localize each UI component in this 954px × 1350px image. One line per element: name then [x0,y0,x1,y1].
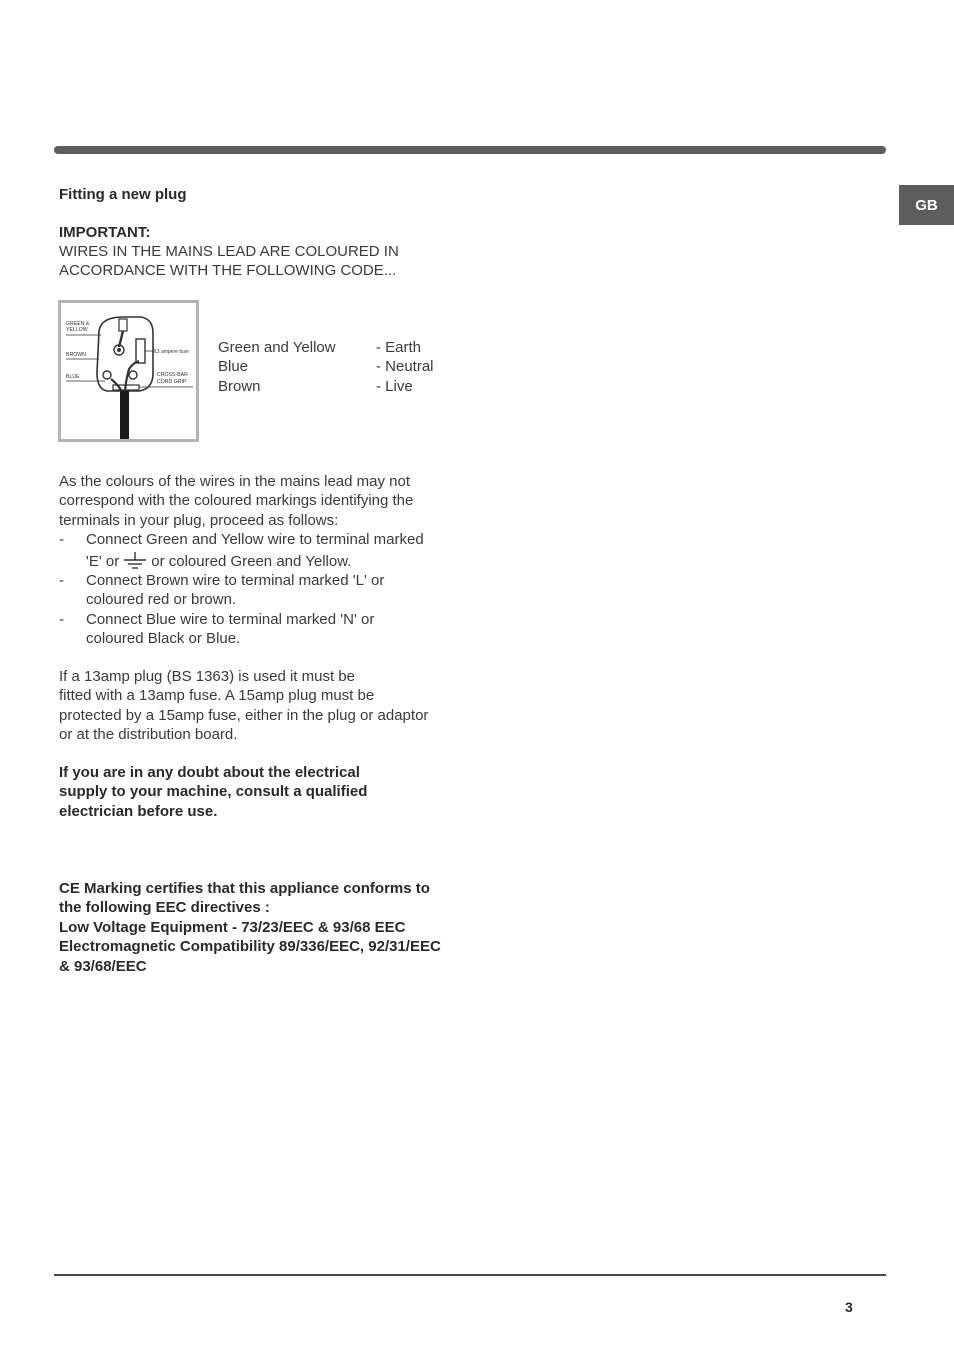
label-brown: BROWN [66,352,86,358]
instruction-text: or coloured Green and Yellow. [151,552,352,570]
instruction-item-blue [59,610,459,649]
wire-meaning: - Live [376,377,413,395]
wire-row-neutral [218,357,434,376]
instructions-intro-2: correspond with the coloured markings identifying the [59,492,414,510]
label-green-yellow-2: YELLOW [66,327,88,333]
list-dash: - [59,610,64,628]
wire-row-live [218,377,434,396]
ce-line: CE Marking certifies that this appliance conforms to [59,880,430,897]
important-line-1: WIRES IN THE MAINS LEAD ARE COLOURED IN [59,243,399,260]
instruction-line: coloured Black or Blue. [86,630,241,648]
header-rule [54,146,886,154]
instruction-line: Connect Blue wire to terminal marked 'N' or [86,610,375,628]
instruction-text: 'E' or [86,552,120,570]
list-dash: - [59,572,64,590]
earth-symbol-icon [123,552,147,570]
instruction-item-brown [59,571,459,610]
warning-line: If you are in any doubt about the electrical [59,764,360,781]
list-dash: - [59,531,64,549]
section-title: Fitting a new plug [59,186,187,203]
wire-colour: Green and Yellow [218,339,336,356]
warning-line: electrician before use. [59,802,218,820]
instruction-line: Connect Green and Yellow wire to terminal marked [86,531,424,549]
instructions-intro-3: terminals in your plug, proceed as follows: [59,511,339,529]
plug-wiring-diagram [58,300,199,442]
instruction-line: Connect Brown wire to terminal marked 'L' or [86,572,385,590]
ce-marking-statement [59,879,469,976]
fuse-note [59,667,459,745]
fuse-note-line: fitted with a 13amp fuse. A 15amp plug must be [59,687,375,705]
wire-colour: Blue [218,358,249,376]
label-fuse: 13 ampere fuse [154,349,189,355]
instruction-line: coloured red or brown. [86,591,237,609]
footer-rule [54,1274,886,1276]
language-tab: GB [899,185,954,225]
ce-line: Low Voltage Equipment - 73/23/EEC & 93/68 EEC [59,918,406,936]
important-label: IMPORTANT: [59,224,151,241]
important-line-2: ACCORDANCE WITH THE FOLLOWING CODE... [59,262,397,279]
fuse-note-line: or at the distribution board. [59,726,238,744]
electrician-warning [59,763,459,821]
wire-colour-code-table [218,338,434,396]
label-green-yellow-1: GREEN & [66,321,90,327]
instruction-line [86,552,424,571]
ce-line: & 93/68/EEC [59,957,147,975]
instructions-intro-1: As the colours of the wires in the mains lead may not [59,473,411,490]
label-crossbar-2: CORD GRIP [157,379,187,385]
wiring-instructions [59,472,459,649]
fuse-note-line: If a 13amp plug (BS 1363) is used it must be [59,668,355,685]
fuse-note-line: protected by a 15amp fuse, either in the plug or adaptor [59,706,429,724]
ce-line: Electromagnetic Compatibility 89/336/EEC, 92/31/EEC [59,938,441,956]
wire-row-earth [218,338,434,357]
page-number: 3 [845,1299,853,1315]
wire-meaning: - Neutral [376,358,434,376]
wire-meaning: - Earth [376,339,422,356]
wire-colour: Brown [218,377,261,395]
label-blue: BLUE [66,374,80,380]
plug-diagram-svg [61,303,196,439]
ce-line: the following EEC directives : [59,899,270,917]
label-crossbar-1: CROSS-BAR [157,372,188,378]
instruction-item-earth [59,530,459,571]
warning-line: supply to your machine, consult a qualified [59,783,368,801]
